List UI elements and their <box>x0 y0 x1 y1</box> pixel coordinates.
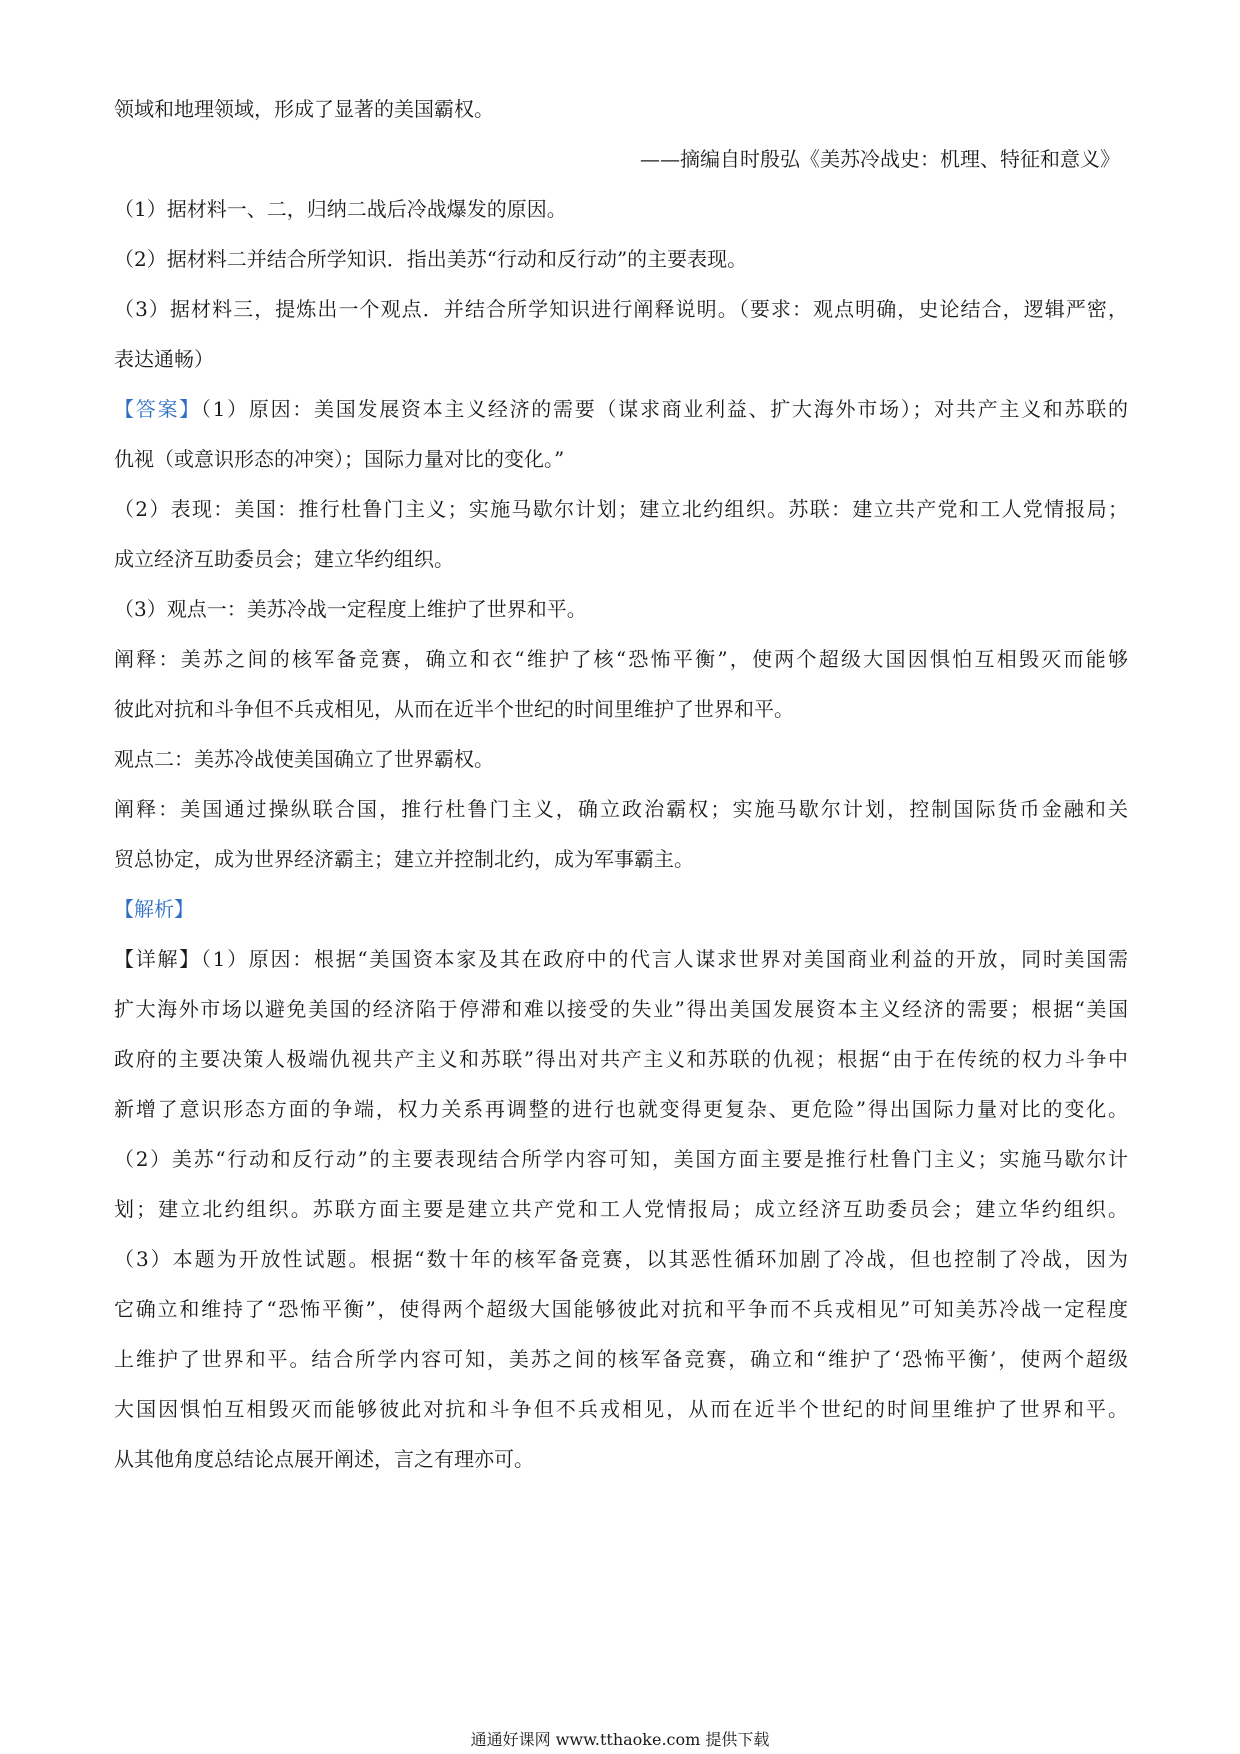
text-line <box>114 146 1128 172</box>
line-text: （2）表现：美国：推行杜鲁门主义；实施马歇尔计划；建立北约组织。苏联：建立共产党和工人党情报局； <box>114 497 1128 521</box>
text-line <box>114 1096 1128 1122</box>
text-line <box>114 1396 1128 1422</box>
line-text: 彼此对抗和斗争但不兵戎相见，从而在近半个世纪的时间里维护了世界和平。 <box>114 697 794 721</box>
text-line <box>114 946 1128 972</box>
text-line <box>114 796 1128 822</box>
text-line <box>114 496 1128 522</box>
line-text: （2）美苏“行动和反行动”的主要表现结合所学内容可知，美国方面主要是推行杜鲁门主义；实施马歇尔计 <box>114 1147 1128 1171</box>
text-line <box>114 546 1128 572</box>
text-line <box>114 1146 1128 1172</box>
line-text: 【详解】（1）原因：根据“美国资本家及其在政府中的代言人谋求世界对美国商业利益的开放，同时美国需 <box>114 947 1128 971</box>
line-text: 上维护了世界和平。结合所学内容可知，美苏之间的核军备竞赛，确立和“维护了‘恐怖平衡’，使两个超级 <box>114 1347 1128 1371</box>
text-line <box>114 296 1128 322</box>
text-line <box>114 96 1128 122</box>
text-line <box>114 1046 1128 1072</box>
line-text: 贸总协定，成为世界经济霸主；建立并控制北约，成为军事霸主。 <box>114 847 694 871</box>
line-text: （3）观点一：美苏冷战一定程度上维护了世界和平。 <box>114 597 587 621</box>
text-line <box>114 746 1128 772</box>
line-text: 政府的主要决策人极端仇视共产主义和苏联”得出对共产主义和苏联的仇视；根据“由于在传统的权力斗争中 <box>114 1047 1128 1071</box>
section-label: 【答案】 <box>114 397 201 421</box>
line-text: 成立经济互助委员会；建立华约组织。 <box>114 547 454 571</box>
line-text: 扩大海外市场以避免美国的经济陷于停滞和难以接受的失业”得出美国发展资本主义经济的需要；根据“美国 <box>114 997 1128 1021</box>
section-label: 【解析】 <box>114 897 194 921</box>
line-text: 阐释：美苏之间的核军备竞赛，确立和衣“维护了核“恐怖平衡”，使两个超级大国因惧怕互相毁灭而能够 <box>114 647 1128 671</box>
text-line <box>114 646 1128 672</box>
line-text: 新增了意识形态方面的争端，权力关系再调整的进行也就变得更复杂、更危险”得出国际力量对比的变化。 <box>114 1097 1128 1121</box>
line-text: （2）据材料二并结合所学知识．指出美苏“行动和反行动”的主要表现。 <box>114 247 748 271</box>
text-line <box>114 1246 1128 1272</box>
text-line <box>114 346 1128 372</box>
line-text: 表达通畅） <box>114 347 214 371</box>
document-page <box>114 96 1128 1496</box>
text-line <box>114 246 1128 272</box>
text-line <box>114 696 1128 722</box>
text-line <box>114 996 1128 1022</box>
text-line <box>114 1196 1128 1222</box>
text-line <box>114 1296 1128 1322</box>
line-text: ——摘编自时殷弘《美苏冷战史：机理、特征和意义》 <box>640 147 1120 171</box>
line-text: （3）据材料三，提炼出一个观点．并结合所学知识进行阐释说明。（要求：观点明确，史论结合，逻辑严密， <box>114 297 1128 321</box>
text-line <box>114 596 1128 622</box>
text-line <box>114 846 1128 872</box>
line-text: 它确立和维持了“恐怖平衡”，使得两个超级大国能够彼此对抗和平争而不兵戎相见”可知美苏冷战一定程度 <box>114 1297 1128 1321</box>
line-text: 仇视（或意识形态的冲突）；国际力量对比的变化。” <box>114 447 565 471</box>
line-text: 从其他角度总结论点展开阐述，言之有理亦可。 <box>114 1447 534 1471</box>
text-line <box>114 196 1128 222</box>
line-text: （3）本题为开放性试题。根据“数十年的核军备竞赛，以其恶性循环加剧了冷战，但也控制了冷战，因为 <box>114 1247 1128 1271</box>
text-line <box>114 446 1128 472</box>
line-text: （1）据材料一、二，归纳二战后冷战爆发的原因。 <box>114 197 567 221</box>
text-line <box>114 896 1128 922</box>
line-text: 观点二：美苏冷战使美国确立了世界霸权。 <box>114 747 494 771</box>
line-text: 领域和地理领域，形成了显著的美国霸权。 <box>114 97 494 121</box>
text-line <box>114 1346 1128 1372</box>
text-line <box>114 396 1128 422</box>
text-line <box>114 1446 1128 1472</box>
line-text: 大国因惧怕互相毁灭而能够彼此对抗和斗争但不兵戎相见，从而在近半个世纪的时间里维护了世界和平。 <box>114 1397 1128 1421</box>
line-text: 阐释：美国通过操纵联合国，推行杜鲁门主义，确立政治霸权；实施马歇尔计划，控制国际货币金融和关 <box>114 797 1128 821</box>
line-text: （1）原因：美国发展资本主义经济的需要（谋求商业利益、扩大海外市场）；对共产主义和苏联的 <box>200 397 1128 421</box>
page-footer: 通通好课网 www.tthaoke.com 提供下载 <box>470 1730 770 1749</box>
line-text: 划；建立北约组织。苏联方面主要是建立共产党和工人党情报局；成立经济互助委员会；建立华约组织。 <box>114 1197 1128 1221</box>
